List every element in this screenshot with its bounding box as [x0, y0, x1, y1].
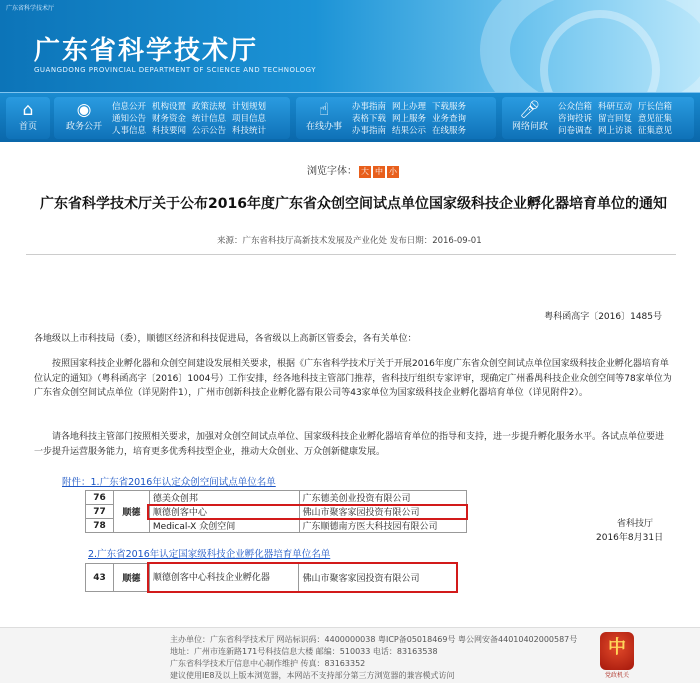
body-paragraph: 按照国家科技企业孵化器和众创空间建设发展相关要求，根据《广东省科学技术厅关于开展2016年度广东省众创空间试点单位国家级科技企业孵化器培育单位认定的通知》（粤科函高字〔2016〕1004号）工作安排，经各地科技主管部门推荐，省科技厅组织专家评审，现确定广州番禺科技企业众创空间等78家单位为广东省众创空间试点单位（详见附件1），广州市创新科技企业孵化器有限公司等43家单位为国家级科技企业孵化器培育单位（详见附件2）。	[34, 359, 672, 398]
table-cell-no: 78	[86, 519, 114, 533]
emblem-label: 党政机关	[604, 672, 629, 679]
online-nav-link[interactable]: 结果公示	[392, 126, 427, 136]
table-cell-company: 广东顺德南方医大科技园有限公司	[299, 519, 466, 533]
font-size-big-button[interactable]: 大	[361, 167, 369, 176]
footer-line: 地址：广州市连新路171号科技信息大楼 邮编：510033 电话：83163538	[170, 647, 438, 656]
gov-nav-link[interactable]: 通知公告	[112, 114, 147, 124]
gov-nav-link[interactable]: 科技统计	[232, 126, 267, 136]
online-nav-link[interactable]: 表格下载	[352, 114, 387, 124]
divider	[26, 254, 676, 255]
online-nav-item[interactable]	[298, 99, 350, 139]
table-row	[86, 491, 467, 505]
sign-date: 2016年8月31日	[596, 533, 664, 543]
online-nav-link[interactable]: 办事指南	[352, 126, 387, 136]
font-size-label: 浏览字体：	[307, 166, 357, 177]
signer: 省科技厅	[617, 519, 654, 529]
gov-nav-link[interactable]: 项目信息	[232, 114, 267, 124]
table-cell-no: 77	[86, 505, 114, 519]
table-cell-org: 顺德创客中心	[149, 505, 299, 519]
gov-nav-link[interactable]: 信息公开	[112, 102, 147, 112]
interact-nav-link[interactable]: 意见征集	[638, 114, 673, 124]
site-title[interactable]: 广东省科学技术厅	[34, 36, 259, 66]
table-cell-org: 顺德创客中心科技企业孵化器	[149, 564, 299, 592]
interact-links	[558, 101, 694, 137]
gov-nav-link[interactable]: 政策法规	[192, 102, 227, 112]
interact-nav-link[interactable]: 留言回复	[598, 114, 633, 124]
microphone-icon: 🎤︎	[519, 100, 541, 120]
interact-nav-link[interactable]: 征集意见	[638, 126, 673, 136]
gov-label: 政务公开	[65, 122, 102, 132]
online-nav-link[interactable]: 业务查询	[432, 114, 467, 124]
interact-nav-link[interactable]: 咨询投诉	[558, 114, 593, 124]
gov-nav-link[interactable]: 计划规划	[232, 102, 267, 112]
gov-nav-link[interactable]: 科技要闻	[152, 126, 187, 136]
gov-nav-item[interactable]	[58, 99, 110, 139]
table-cell-org: 德美众创邦	[149, 491, 299, 505]
online-links	[352, 101, 492, 137]
online-nav-link[interactable]: 下载服务	[432, 102, 467, 112]
interact-nav-link[interactable]: 网上访谈	[598, 126, 633, 136]
online-nav-link[interactable]: 办事指南	[352, 102, 387, 112]
interact-nav-link[interactable]: 问卷调查	[558, 126, 593, 136]
hand-pointer-icon: ☝	[318, 100, 330, 120]
article-source: 来源：广东省科技厅高新技术发展及产业化处 发布日期：2016-09-01	[217, 236, 482, 246]
online-nav-link[interactable]: 网上服务	[392, 114, 427, 124]
online-nav-link[interactable]: 在线服务	[432, 126, 467, 136]
site-banner	[0, 0, 700, 92]
banner-small-title: 广东省科学技术厅	[6, 5, 55, 12]
main-nav	[0, 92, 700, 142]
table-cell-company: 佛山市聚客家园投资有限公司	[299, 505, 466, 519]
salutation: 各地级以上市科技局（委），顺德区经济和科技促进局，各省级以上高新区管委会，各有关单位：	[34, 334, 417, 344]
interact-nav-item[interactable]	[504, 99, 556, 139]
document-number: 粤科函高字〔2016〕1485号	[544, 312, 662, 322]
table-cell-company: 佛山市聚客家园投资有限公司	[299, 564, 457, 592]
table-cell-city: 顺德	[113, 564, 149, 592]
gov-nav-link[interactable]: 统计信息	[192, 114, 227, 124]
attachment-link-2[interactable]: 2.广东省2016年认定国家级科技企业孵化器培育单位名单	[88, 549, 331, 560]
table-cell-no: 76	[86, 491, 114, 505]
footer-line: 主办单位：广东省科学技术厅 网站标识码：4400000038 粤ICP备05018469号 粤公网安备44010402000587号	[170, 635, 578, 644]
online-nav-link[interactable]: 网上办理	[392, 102, 427, 112]
interact-nav-link[interactable]: 厅长信箱	[638, 102, 673, 112]
interact-nav-link[interactable]: 科研互动	[598, 102, 633, 112]
eye-icon: ◉	[76, 100, 92, 120]
home-nav-item[interactable]	[2, 99, 54, 139]
footer-line: 建议使用IE8及以上版本浏览器，本网站不支持部分第三方浏览器的兼容模式访问	[170, 671, 455, 680]
table-cell-city: 顺德	[113, 491, 149, 533]
gov-nav-link[interactable]: 人事信息	[112, 126, 147, 136]
highlight-box	[147, 562, 458, 593]
body-paragraph: 请各地科技主管部门按照相关要求，加强对众创空间试点单位、国家级科技企业孵化器培育单位的指导和支持，进一步提升孵化服务水平。各试点单位要进一步提升运营服务能力，培育更多优秀科技型企业，推动大众创业、万众创新健康发展。	[34, 432, 665, 457]
footer-line: 广东省科学技术厅信息中心制作维护 传真：83163352	[170, 659, 366, 668]
font-size-small-button[interactable]: 小	[389, 167, 397, 176]
font-size-selector	[307, 162, 399, 178]
gov-links	[112, 101, 288, 137]
table-cell-company: 广东德美创业投资有限公司	[299, 491, 466, 505]
interact-label: 网络问政	[511, 122, 548, 132]
home-label: 首页	[18, 122, 37, 132]
gov-nav-link[interactable]: 公示公告	[192, 126, 227, 136]
article-title: 广东省科学技术厅关于公布2016年度广东省众创空间试点单位国家级科技企业孵化器培育单位的通知	[40, 196, 667, 212]
party-government-emblem-icon[interactable]: 中	[600, 632, 634, 670]
site-footer	[0, 627, 700, 683]
site-subtitle: GUANGDONG PROVINCIAL DEPARTMENT OF SCIENCE AND TECHNOLOGY	[34, 66, 317, 74]
online-label: 在线办事	[305, 122, 342, 132]
highlight-box	[147, 504, 468, 520]
interact-nav-link[interactable]: 公众信箱	[558, 102, 593, 112]
table-cell-no: 43	[86, 564, 114, 592]
gov-nav-link[interactable]: 财务资金	[152, 114, 187, 124]
attachment-link-1[interactable]: 附件：1.广东省2016年认定众创空间试点单位名单	[62, 477, 276, 488]
gov-nav-link[interactable]: 机构设置	[152, 102, 187, 112]
table-cell-org: Medical-X 众创空间	[149, 519, 299, 533]
font-size-mid-button[interactable]: 中	[375, 167, 383, 176]
home-icon: ⌂	[22, 100, 34, 120]
